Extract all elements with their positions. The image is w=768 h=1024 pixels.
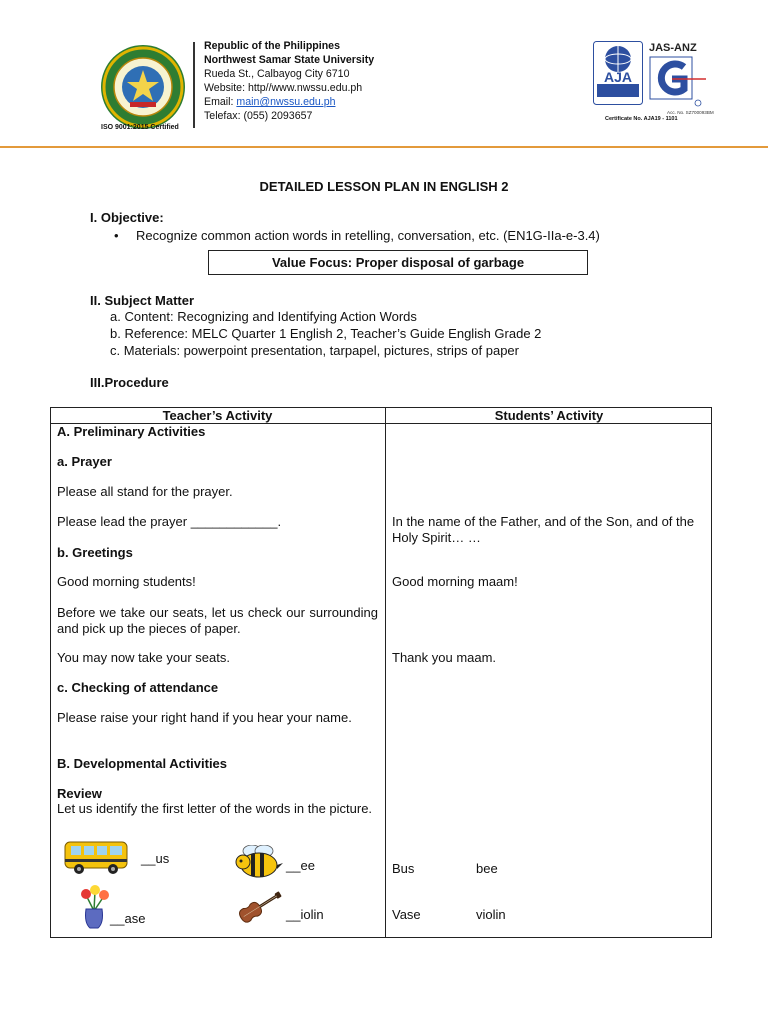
email-label: Email: [204,96,237,108]
answer-violin: violin [476,907,506,922]
vase-blank: __ase [110,911,146,926]
procedure-heading: III.Procedure [90,375,169,390]
students-activity-header: Students’ Activity [494,408,604,423]
bee-icon [232,845,284,879]
subject-content: a. Content: Recognizing and Identifying Action Words [110,309,417,324]
jas-anz-logo-icon [646,55,706,107]
republic-label: Republic of the Philippines [204,40,340,52]
developmental-activities: B. Developmental Activities [57,756,228,771]
jas-anz-label: JAS-ANZ [649,42,697,54]
answer-bus: Bus [392,861,415,876]
attendance-heading: c. Checking of attendance [57,680,219,695]
header-rule [0,146,768,148]
violin-blank: __iolin [286,907,324,922]
iso-certification: ISO 9001:2015 Certified [101,124,179,131]
preliminary-activities: A. Preliminary Activities [57,424,206,439]
aja-logo-icon [593,41,643,105]
greeting-students: Good morning students! [57,574,196,589]
objective-item: Recognize common action words in retelling, conversation, etc. (EN1G-IIa-e-3.4) [136,228,600,243]
email-link[interactable]: main@nwssu.edu.ph [236,96,336,108]
raise-hand: Please raise your right hand if you hear your name. [57,710,352,725]
answer-bee: bee [476,861,498,876]
flower-vase-icon [76,883,112,929]
lead-prayer: Please lead the prayer ____________. [57,514,282,529]
subject-matter-heading: II. Subject Matter [90,293,195,308]
header-divider [193,42,195,128]
subject-reference: b. Reference: MELC Quarter 1 English 2, Teacher’s Guide English Grade 2 [110,326,542,341]
university-name: Northwest Samar State University [204,54,375,66]
stand-for-prayer: Please all stand for the prayer. [57,484,233,499]
school-bus-icon [63,838,131,876]
table-column-divider [385,407,386,938]
answer-vase: Vase [392,907,421,922]
value-focus-box: Value Focus: Proper disposal of garbage [208,250,588,275]
subject-materials: c. Materials: powerpoint presentation, tarpapel, pictures, strips of paper [110,343,519,358]
check-surrounding: Before we take our seats, let us check our surrounding and pick up the pieces of paper. [57,605,378,636]
website: Website: http//www.nwssu.edu.ph [204,82,363,94]
prayer-response: In the name of the Father, and of the Son, and of the Holy Spirit… … [392,514,695,545]
telefax: Telefax: (055) 2093657 [204,110,313,122]
aja-text: AJA [603,69,633,85]
university-seal-icon [100,44,186,130]
certificate-number: Certificate No. AJA19 - 1101 [605,116,678,122]
bus-blank: __us [141,851,170,866]
review-heading: Review [57,786,102,801]
email-line [204,95,374,109]
thanks-response: Thank you maam. [392,650,497,665]
lesson-plan-title: DETAILED LESSON PLAN IN ENGLISH 2 [259,179,509,194]
prayer-heading: a. Prayer [57,454,112,469]
university-info [204,39,374,123]
review-instruction: Let us identify the first letter of the words in the picture. [57,801,373,816]
objective-heading: I. Objective: [90,210,164,225]
take-seats: You may now take your seats. [57,650,230,665]
teacher-activity-header: Teacher’s Activity [162,408,273,423]
violin-icon [232,889,286,925]
address: Rueda St., Calbayog City 6710 [204,68,350,80]
greeting-response: Good morning maam! [392,574,518,589]
objective-bullet: • [114,228,119,243]
greetings-heading: b. Greetings [57,545,133,560]
accreditation-number: Acc. No. SZ700093BM [667,110,714,115]
bee-blank: __ee [286,858,315,873]
